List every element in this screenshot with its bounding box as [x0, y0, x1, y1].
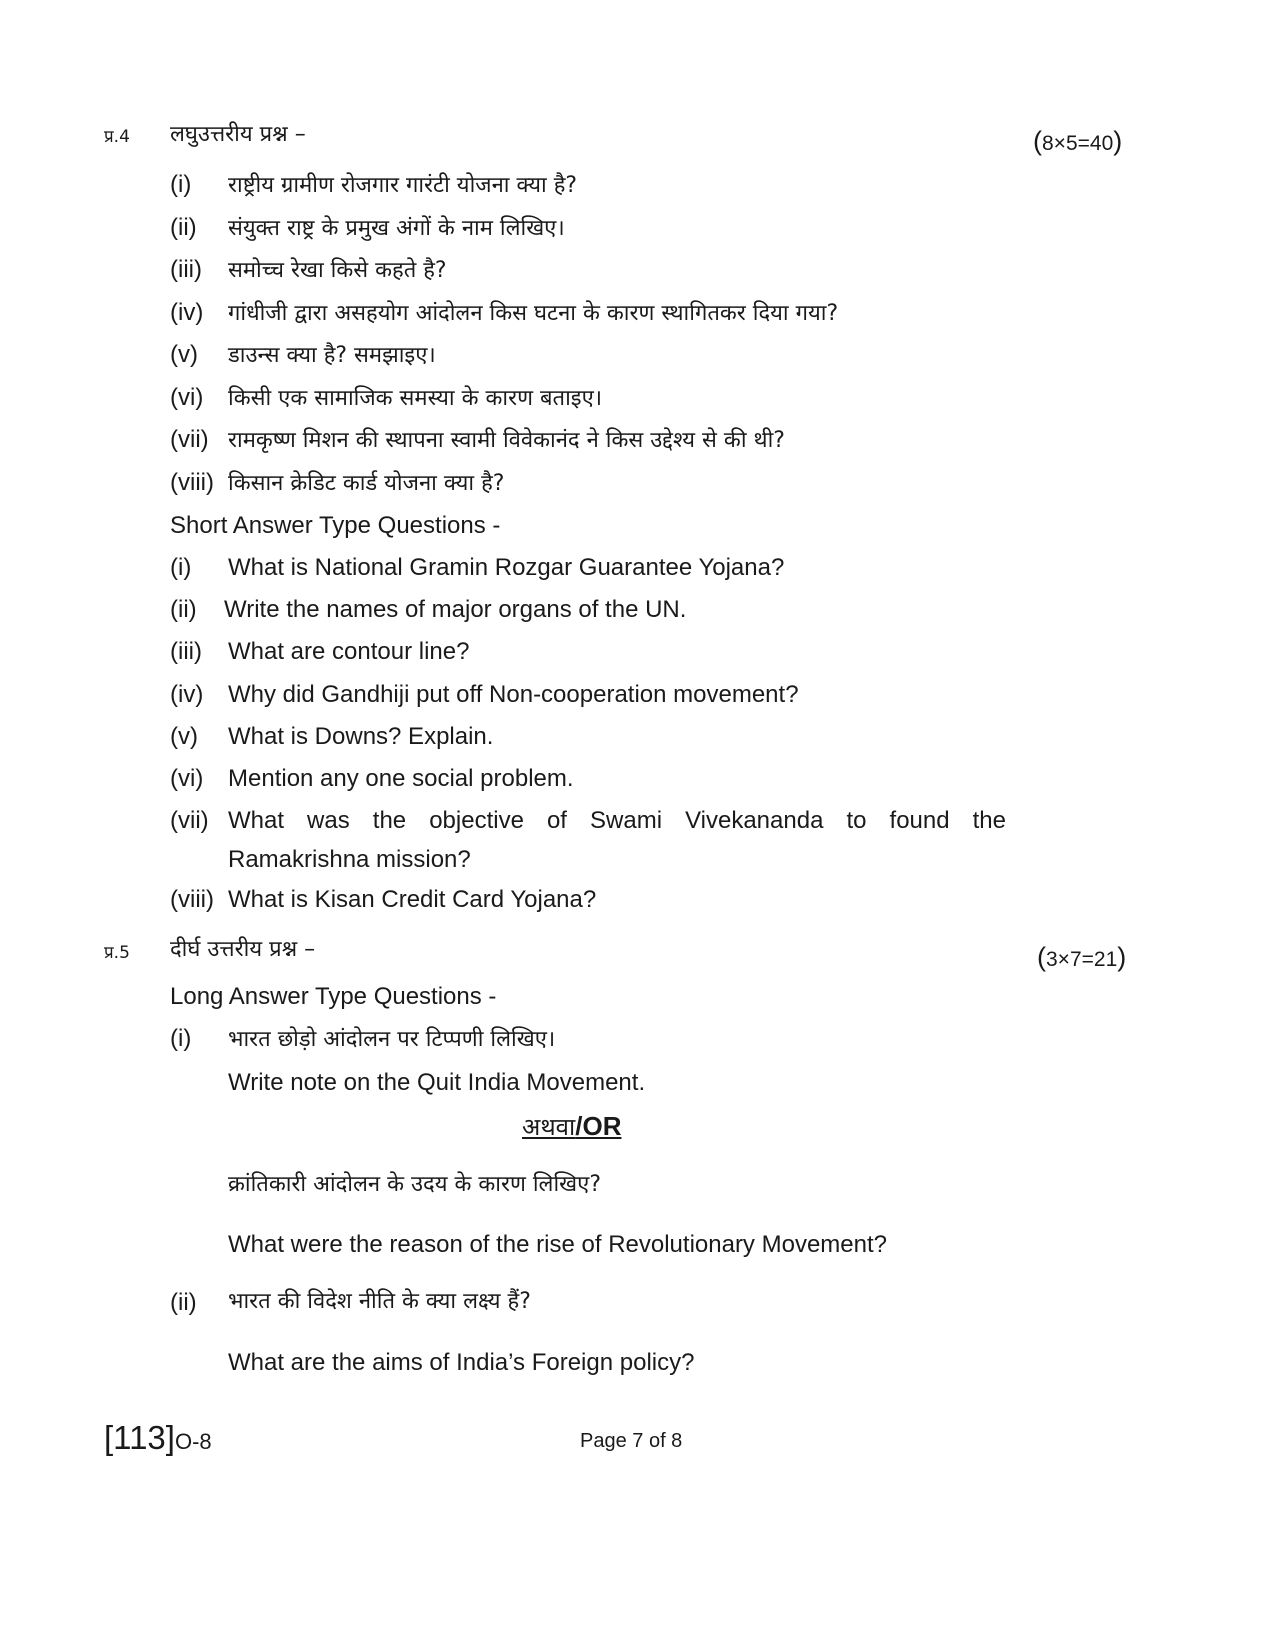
- q4-hindi-item: [170, 254, 447, 284]
- item-text: What is Kisan Credit Card Yojana?: [228, 886, 597, 913]
- item-text: Why did Gandhiji put off Non-cooperation movement?: [228, 681, 799, 708]
- page-number: Page 7 of 8: [580, 1430, 683, 1452]
- item-number: (v): [170, 341, 198, 368]
- item-number: (viii): [170, 469, 214, 496]
- q4-english-item: [170, 723, 493, 751]
- q4-english-item: [170, 596, 686, 624]
- item-number: (iv): [170, 299, 204, 326]
- item-text: Write the names of major organs of the UN.: [224, 596, 687, 623]
- item-number: (i): [170, 1025, 192, 1052]
- item-text: What is National Gramin Rozgar Guarantee Yojana?: [228, 554, 785, 581]
- q4-english-item: [170, 765, 574, 793]
- q4-hindi-item: [170, 467, 504, 497]
- or-divider: अथवा/OR: [522, 1111, 622, 1141]
- q4-english-item: [170, 554, 784, 582]
- q4-hindi-item: [170, 424, 785, 454]
- q5-i-english: Write note on the Quit India Movement.: [228, 1069, 646, 1096]
- item-text: What was the objective of Swami Vivekananda to found the: [228, 807, 1006, 834]
- paper-code: [113]O-8: [104, 1419, 212, 1456]
- question-4-marks: (8×5=40): [1033, 126, 1123, 156]
- q4-hindi-item: [170, 212, 565, 242]
- item-text: Mention any one social problem.: [228, 765, 574, 792]
- item-text: संयुक्त राष्ट्र के प्रमुख अंगों के नाम लिखिए।: [228, 216, 565, 241]
- q4-english-item: [170, 886, 596, 914]
- item-text-continuation: Ramakrishna mission?: [228, 846, 471, 873]
- item-number: (v): [170, 723, 198, 750]
- q4-hindi-item: [170, 339, 436, 369]
- item-text: रामकृष्ण मिशन की स्थापना स्वामी विवेकानंद ने किस उद्देश्य से की थी?: [228, 428, 785, 453]
- q5-i-alt-hindi: क्रांतिकारी आंदोलन के उदय के कारण लिखिए?: [228, 1172, 602, 1197]
- item-text: राष्ट्रीय ग्रामीण रोजगार गारंटी योजना क्या है?: [228, 173, 578, 198]
- q4-english-item: [170, 638, 469, 666]
- item-number: (vii): [170, 426, 209, 453]
- question-5-number: प्र.5: [104, 943, 130, 963]
- item-number: (ii): [170, 596, 197, 623]
- item-number: (viii): [170, 886, 214, 913]
- q4-hindi-item: [170, 169, 577, 199]
- item-text: गांधीजी द्वारा असहयोग आंदोलन किस घटना के कारण स्थागितकर दिया गया?: [228, 301, 839, 326]
- question-4-heading-hindi: लघुउत्तरीय प्रश्न –: [170, 122, 306, 147]
- item-number: (vi): [170, 765, 204, 792]
- item-number: (iv): [170, 681, 204, 708]
- question-5-heading-english: Long Answer Type Questions -: [170, 983, 497, 1010]
- item-number: (vii): [170, 807, 209, 834]
- question-4-number: प्र.4: [104, 127, 130, 147]
- item-number: (i): [170, 171, 192, 198]
- item-number: (ii): [170, 214, 197, 241]
- item-text: What is Downs? Explain.: [228, 723, 494, 750]
- item-number: (i): [170, 554, 192, 581]
- item-text: डाउन्स क्या है? समझाइए।: [228, 343, 436, 368]
- q5-i-hindi: भारत छोड़ो आंदोलन पर टिप्पणी लिखिए।: [228, 1027, 556, 1052]
- item-text: किसी एक सामाजिक समस्या के कारण बताइए।: [228, 386, 603, 411]
- q4-hindi-item: [170, 297, 838, 327]
- q5-ii-english: What are the aims of India’s Foreign policy?: [228, 1349, 695, 1376]
- q4-hindi-item: [170, 382, 602, 412]
- item-text: What are contour line?: [228, 638, 470, 665]
- q5-i-alt-english: What were the reason of the rise of Revolutionary Movement?: [228, 1231, 887, 1258]
- item-number: (iii): [170, 638, 202, 665]
- item-text: समोच्च रेखा किसे कहते है?: [228, 258, 447, 283]
- item-number: (ii): [170, 1289, 197, 1316]
- item-number: (iii): [170, 256, 202, 283]
- question-4-heading-english: Short Answer Type Questions -: [170, 512, 501, 539]
- question-5-marks: (3×7=21): [1037, 942, 1127, 972]
- q5-ii-hindi: भारत की विदेश नीति के क्या लक्ष्य हैं?: [228, 1289, 531, 1314]
- item-number: (vi): [170, 384, 204, 411]
- question-5-heading-hindi: दीर्घ उत्तरीय प्रश्न –: [170, 937, 316, 962]
- item-text: किसान क्रेडिट कार्ड योजना क्या है?: [228, 471, 505, 496]
- q4-english-item: [170, 681, 799, 709]
